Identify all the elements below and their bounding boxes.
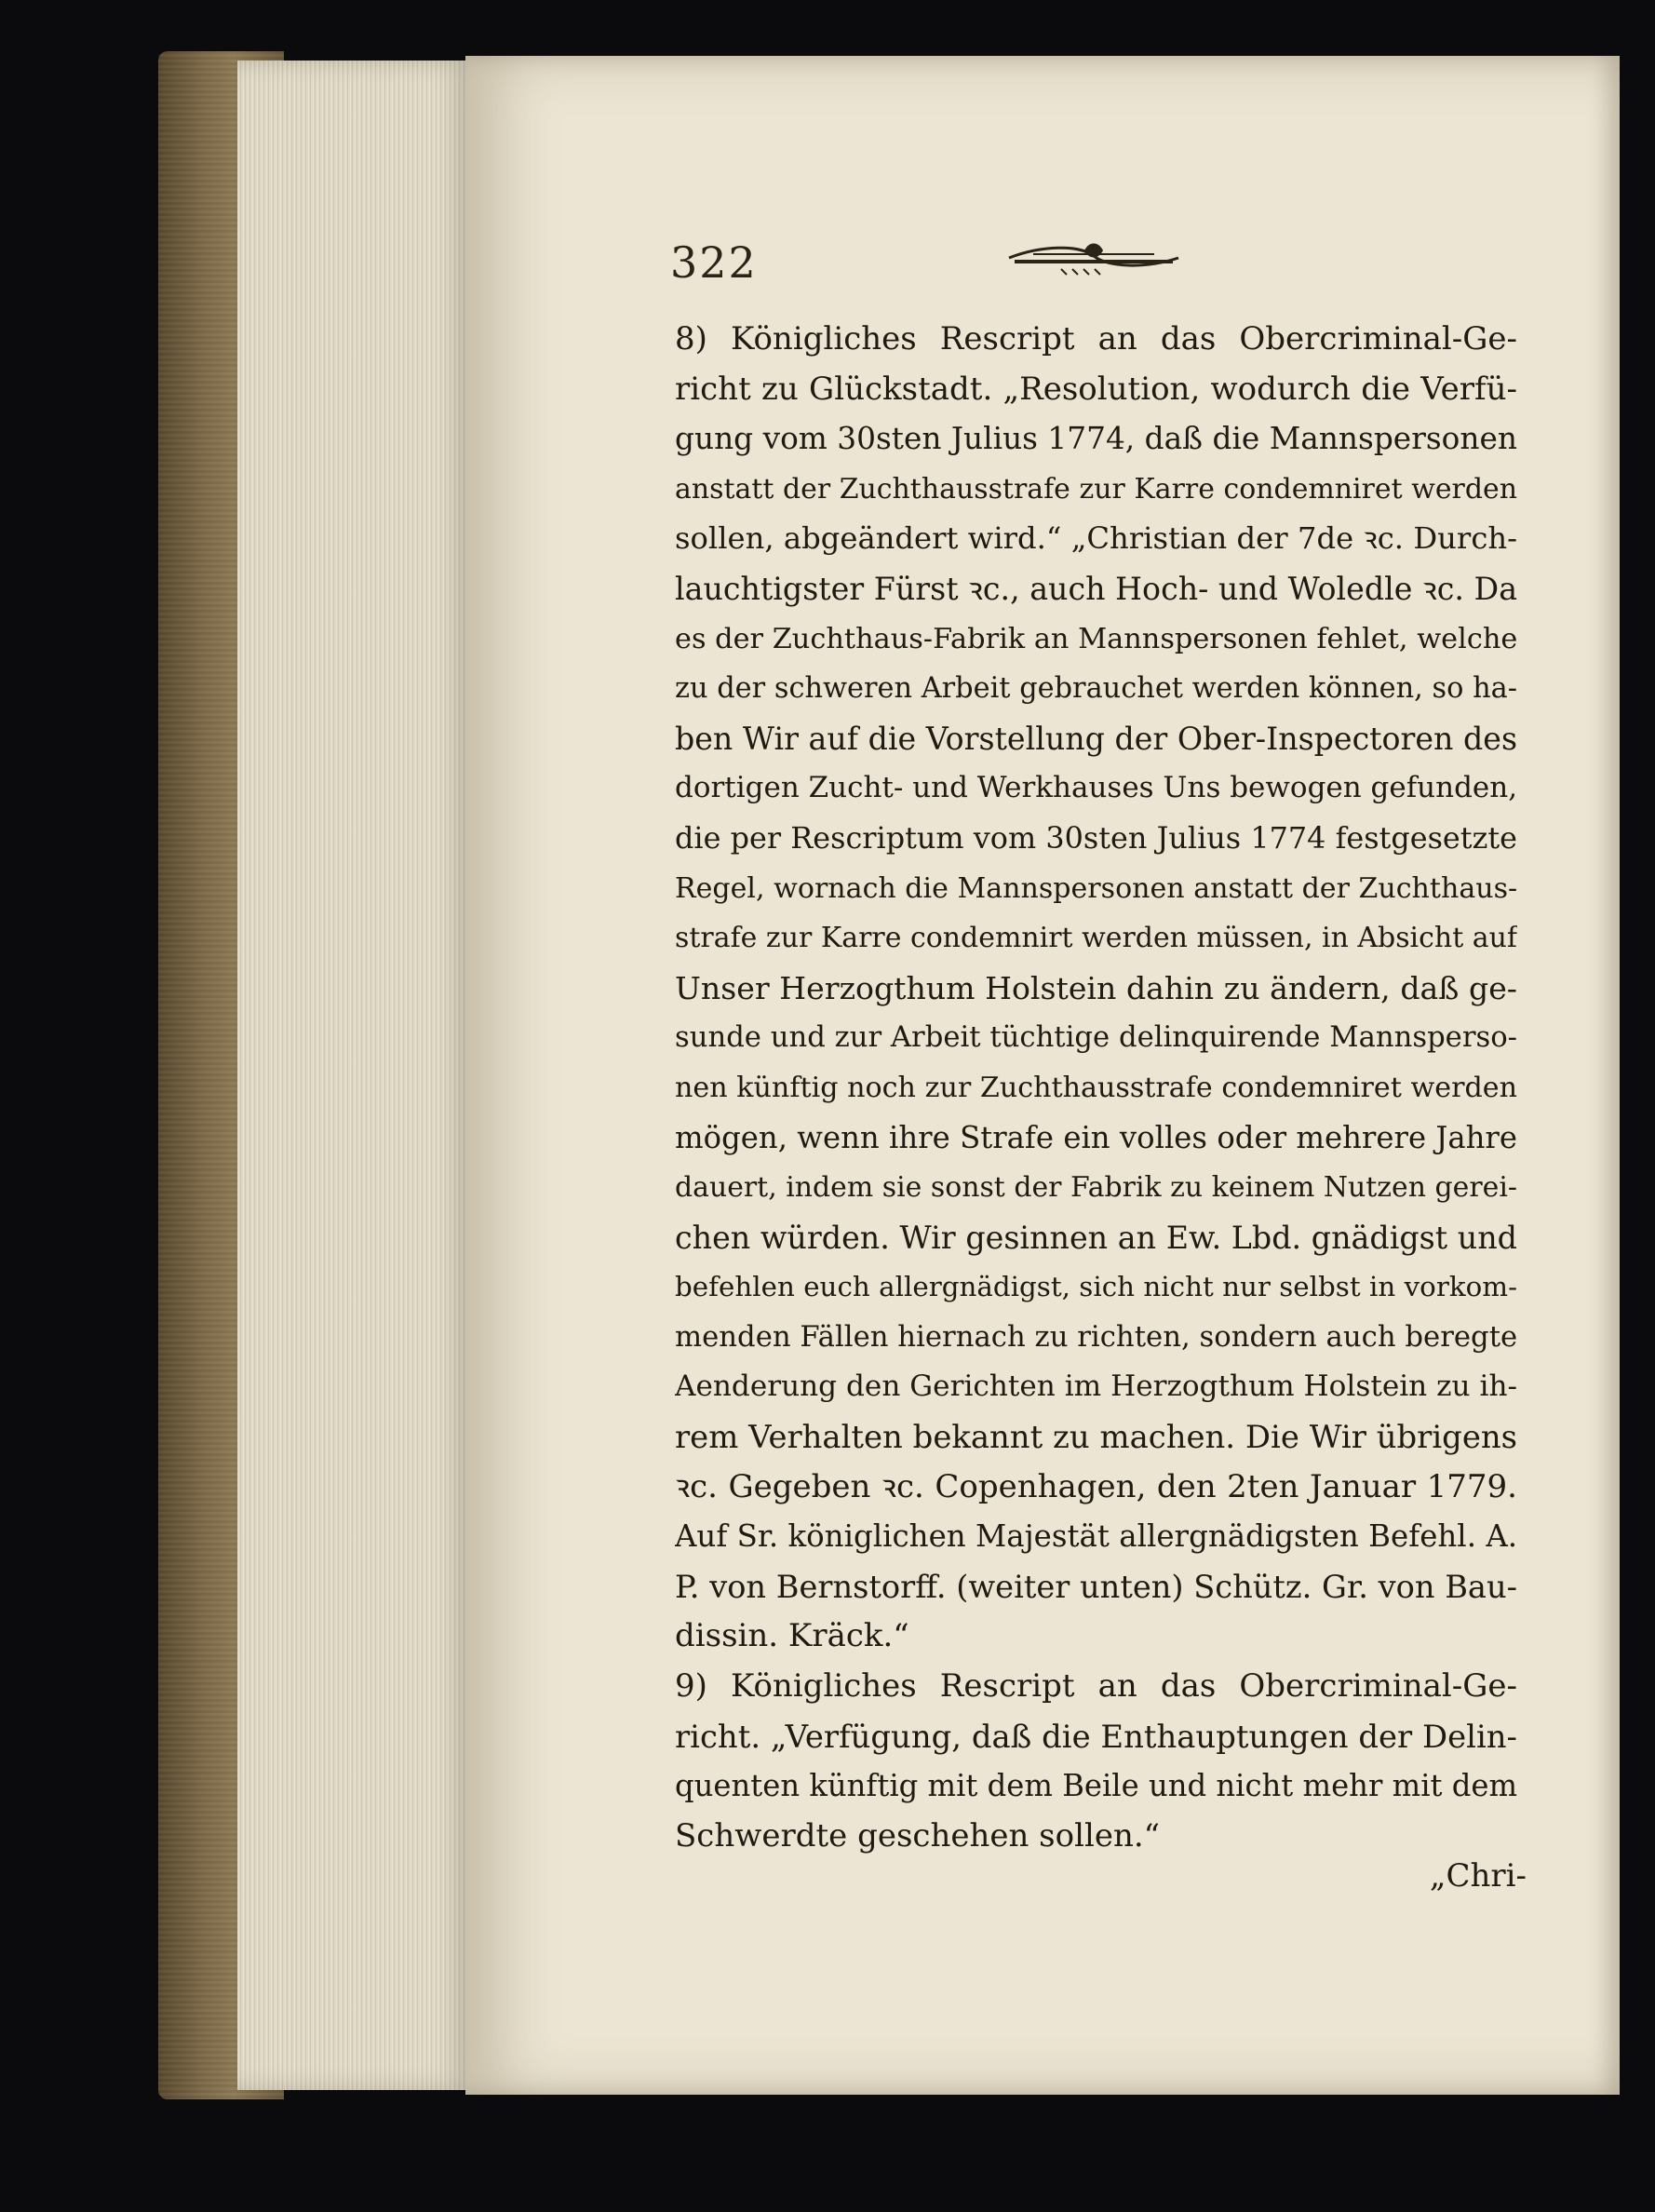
text-line: zu der schweren Arbeit gebrauchet werden können, so ha- <box>675 672 1517 706</box>
text-line: quenten künftig mit dem Beile und nicht mehr mit dem <box>675 1768 1517 1804</box>
text-line: P. von Bernstorff. (weiter unten) Schütz. Gr. von Bau- <box>675 1568 1517 1605</box>
ornamental-rule-icon <box>1005 237 1182 279</box>
text-line: lauchtigster Fürst ꝛc., auch Hoch- und Woledle ꝛc. Da <box>675 570 1517 607</box>
paragraph-9 <box>675 1662 1517 1861</box>
text-line: anstatt der Zuchthausstrafe zur Karre condemniret werden <box>675 472 1517 506</box>
text-line: Schwerdte geschehen sollen.“ <box>675 1816 1161 1855</box>
text-line: sollen, abgeändert wird.“ „Christian der 7de ꝛc. Durch- <box>675 520 1517 557</box>
text-line: sunde und zur Arbeit tüchtige delinquirende Mannsperso- <box>675 1021 1517 1055</box>
text-line: ꝛc. Gegeben ꝛc. Copenhagen, den 2ten Januar 1779. <box>675 1467 1517 1505</box>
text-line: Unser Herzogthum Holstein dahin zu ändern, daß ge- <box>675 969 1517 1006</box>
text-line: richt zu Glückstadt. „Resolution, wodurch die Verfü- <box>675 370 1517 408</box>
text-line: dauert, indem sie sonst der Fabrik zu keinem Nutzen gerei- <box>675 1171 1517 1205</box>
body-text <box>675 315 1517 1861</box>
catchword: „Chri- <box>1429 1857 1527 1895</box>
text-line: chen würden. Wir gesinnen an Ew. Lbd. gnädigst und <box>675 1219 1517 1256</box>
text-line: es der Zuchthaus-Fabrik an Mannspersonen fehlet, welche <box>675 622 1517 655</box>
text-line: menden Fällen hiernach zu richten, sondern auch beregte <box>675 1319 1517 1354</box>
page-stack-edges <box>237 61 475 2090</box>
text-line: Aenderung den Gerichten im Herzogthum Holstein zu ih- <box>675 1369 1517 1404</box>
text-line: Auf Sr. königlichen Majestät allergnädigsten Befehl. A. <box>675 1518 1517 1555</box>
text-line: richt. „Verfügung, daß die Enthauptungen der Delin- <box>675 1718 1517 1755</box>
text-line: gung vom 30sten Julius 1774, daß die Mannspersonen <box>675 421 1517 457</box>
text-line: befehlen euch allergnädigst, sich nicht nur selbst in vorkom- <box>675 1271 1517 1303</box>
text-line: 8) Königliches Rescript an das Obercriminal-Ge- <box>675 320 1517 357</box>
page-number: 322 <box>670 237 758 288</box>
text-line: dissin. Kräck.“ <box>675 1617 909 1655</box>
text-line: die per Rescriptum vom 30sten Julius 1774 festgesetzte <box>675 819 1517 856</box>
text-line: strafe zur Karre condemnirt werden müssen, in Absicht auf <box>675 922 1517 955</box>
text-line: 9) Königliches Rescript an das Obercriminal-Ge- <box>675 1667 1517 1706</box>
text-line: nen künftig noch zur Zuchthausstrafe condemniret werden <box>675 1071 1517 1104</box>
text-line: rem Verhalten bekannt zu machen. Die Wir übrigens <box>675 1419 1517 1456</box>
text-line: Regel, wornach die Mannspersonen anstatt der Zuchthaus- <box>675 871 1517 905</box>
text-line: ben Wir auf die Vorstellung der Ober-Inspectoren des <box>675 720 1517 757</box>
text-line: mögen, wenn ihre Strafe ein volles oder mehrere Jahre <box>675 1119 1517 1155</box>
paragraph-8 <box>675 315 1517 1662</box>
text-line: dortigen Zucht- und Werkhauses Uns bewogen gefunden, <box>675 771 1517 805</box>
